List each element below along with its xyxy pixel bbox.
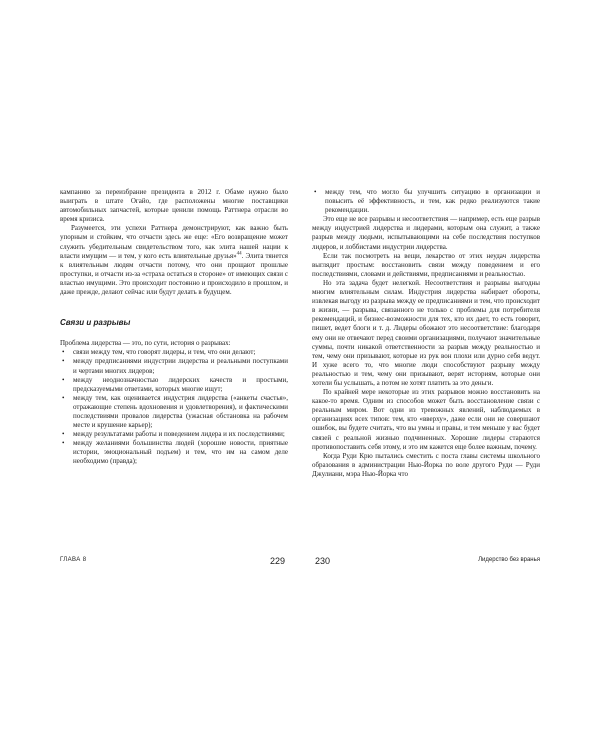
right-paragraph-4: По крайней мере некоторые из этих разрывов можно восстановить на какое-то время. Одним из способов может быть восстановление связи с реальным миром. Вот одни из тревожных явлений, наблюдаемых в организациях всех типов: тем, кто «вверху», даже если они не совершают ошибок, вы будете считать, что вы умны и правы, и тем меньше у вас будет связей с реальной жизнью подчиненных. Хорошие лидеры стараются противопоставить себя этому, и это им кажется еще более важным, почему. [312, 388, 540, 451]
right-page [312, 188, 540, 588]
left-page-footer [60, 557, 288, 569]
section-title: Связи и разрывы [60, 318, 131, 328]
list-item: • между тем, как оценивается индустрия лидерства («анкеты счастья», отражающие степень вдохновения и удовлетворения), и фактическими последствиями провалов лидерства (ужасная обстановка на рабочем месте и крушение карьер); [60, 394, 288, 430]
running-title: Лидерство без вранья [478, 557, 540, 563]
right-paragraph-2: Если так посмотреть на вещи, лекарство от этих неудач лидерства выглядит простым: восстановить связи между поведением и его последствиями, словами и действиями, предписаниями и реальностью. [312, 251, 540, 278]
left-paragraph-2b-text: Элита тянется к влиятельным людям отчасти потому, что они прощают прошлые проступки, и отчасти из-за «страха остаться в стороне» от имеющих связи с властью имущими. Это происходит постоянно и происходило в прошлом, и даже прежде, делают сейчас или будут делать в будущем. [60, 251, 289, 297]
left-page [60, 188, 288, 588]
left-page-number: 229 [269, 556, 285, 566]
list-item: • связи между тем, что говорят лидеры, и тем, что они делают; [60, 348, 288, 357]
list-item: • между предписаниями индустрии лидерства и реальными поступками и чертами многих лидеров; [60, 357, 288, 375]
gaps-list [60, 348, 288, 466]
list-item: • между результатами работы и поведением лидера и их последствиями; [60, 430, 288, 439]
right-page-footer [312, 557, 540, 569]
list-item: • между неоднозначностью лидерских качеств и простыми, предсказуемыми ответами, которых многие ищут; [60, 376, 288, 394]
gaps-list-continued [312, 188, 540, 215]
left-paragraph-1: кампанию за переизбрание президента в 2012 г. Обаме нужно было выиграть в штате Огайо, где расположены многие поставщики автомобильных запчастей, которые ценили помощь Раттнера отрасли во время кризиса. [60, 188, 288, 224]
left-paragraph-2-text: Разумеется, эти успехи Раттнера демонстрируют, как важно быть упорным и стойким, что отчасти здесь же еще: «Его возвращение может служить убедительным свидетельством того, как элита нашей нации к власти имущим — и тем, у кого есть влиятельные друзья» [60, 224, 288, 260]
chapter-label: ГЛАВА 8 [60, 557, 87, 563]
list-item: • между желаниями большинства людей (хорошие новости, приятные истории, эмоциональный подъем) и тем, что им на самом деле необходимо (правда); [60, 439, 288, 466]
list-item: • между тем, что могло бы улучшить ситуацию в организации и повысить её эффективность, и тем, как редко реализуются такие рекомендации. [312, 188, 540, 215]
right-page-number: 230 [315, 556, 331, 566]
footnote-reference: 44 [236, 251, 242, 257]
right-paragraph-3: Но эта задача будет нелегкой. Несоответствия и разрывы выгодны многим влиятельным силам. Индустрия лидерства набирает обороты, извлекая выгоду из разрыва между ее предписаниями и тем, что происходит в жизни, — разрыва, связанного не только с проблемы для потребителя рекомендаций, и бизнес-возможности для тех, кто их дает, то есть говорит, пишет, ведет блоги и т. д. Лидеры обожают это несоответствие: благодаря ему они не отвечают перед своими организациями, получают значительные суммы, почти никакой ответственности за разрыв между реальностью и тем, чему они призывают, которые из рук вон плохи или дурно себя ведут. И хуже всего то, что многие люди способствуют разрыву между реальностью и тем, чему они призывают, верят историям, которые они хотели бы услышать, а потом не хотят платить за это деньги. [312, 278, 540, 387]
left-paragraph-2: Разумеется, эти успехи Раттнера демонстрируют, как важно быть упорным и стойким, что отчасти здесь же еще: «Его возвращение может служить убедительным свидетельством того, как элита нашей нации к власти имущим — и тем, у кого есть влиятельные друзья»$^{44}$. Элита тянется к влиятельным людям отчасти потому, что они прощают прошлые проступки, и отчасти из-за «страха остаться в стороне» от имеющих связи с властью имущими. Это происходит постоянно и происходило в прошлом, и даже прежде, делают сейчас или будут делать в будущем. [60, 224, 289, 297]
right-paragraph-1: Это еще не все разрывы и несоответствия — например, есть еще разрыв между индустрией лидерства и лидерами, которым она служит, а также разрыв между людьми, испытывающими на себе последствия поступков лидеров, и лоббистами индустрии лидерства. [312, 215, 540, 251]
section-intro: Проблема лидерства — это, по сути, история о разрывах: [60, 339, 231, 348]
right-paragraph-5: Когда Руди Крю пытались сместить с поста главы системы школьного образования в администрации Нью-Йорка по воле другого Руди — Руди Джулиани, мэра Нью-Йорка что [312, 451, 540, 478]
